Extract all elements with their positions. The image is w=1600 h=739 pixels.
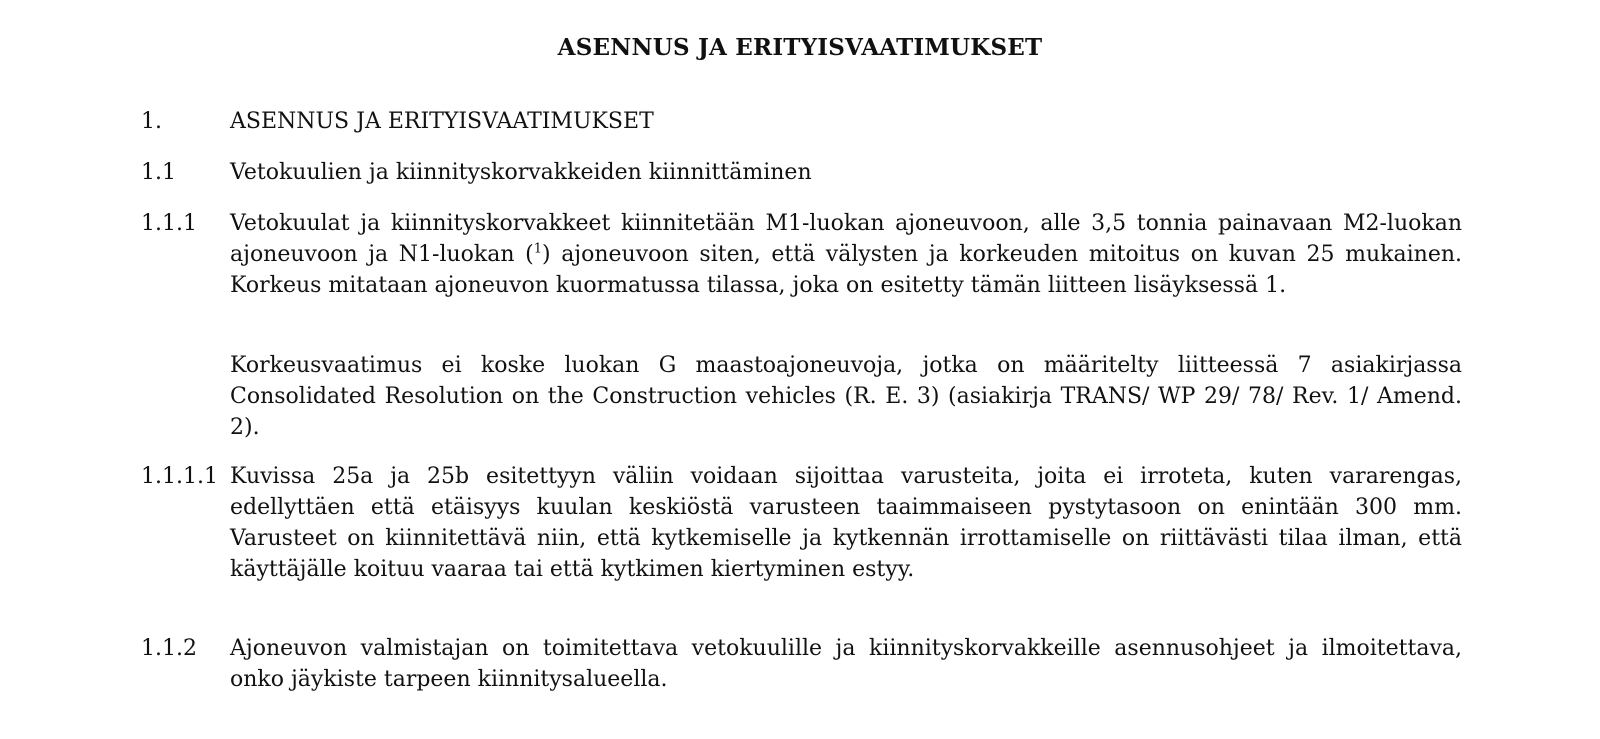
section-number: 1.1 (141, 160, 176, 185)
section-number: 1.1.1.1 (141, 464, 218, 489)
paragraph-text: Ajoneuvon valmistajan on toimitettava vetokuulille ja kiinnityskorvakkeille asennusohjeet ja ilmoitettava, onko jäykiste tarpeen kiinnitysalueella. (230, 636, 1462, 692)
section-paragraph (230, 208, 1462, 301)
document-title: ASENNUS JA ERITYISVAATIMUKSET (557, 34, 1043, 61)
paragraph-text: Kuvissa 25a ja 25b esitettyyn väliin voidaan sijoittaa varusteita, joita ei irroteta, kuten vararengas, edellyttäen että etäisyys kuulan keskiöstä varusteen taaimmaiseen pystytasoon on enintään 300 mm. Varusteet on kiinnitettävä niin, että kytkemiselle ja kytkennän irrottamiselle on riittävästi tilaa ilman, että käyttäjälle koituu vaaraa tai että kytkimen kiertyminen estyy. (230, 464, 1462, 582)
paragraph-text: Vetokuulat ja kiinnityskorvakkeet kiinnitetään M1-luokan ajoneuvoon, alle 3,5 tonnia painavaan M2-luokan ajoneuvoon ja N1-luokan ( (230, 211, 1462, 267)
footnote-mark: 1 (533, 241, 542, 257)
section-paragraph (230, 350, 1462, 443)
section-number: 1.1.2 (141, 636, 197, 661)
section-paragraph (230, 633, 1462, 695)
section-heading: Vetokuulien ja kiinnityskorvakkeiden kiinnittäminen (230, 160, 812, 185)
section-number: 1.1.1 (141, 211, 197, 236)
paragraph-text: ) ajoneuvoon siten, että välysten ja korkeuden mitoitus on kuvan 25 mukainen. Korkeus mitataan ajoneuvon kuormatussa tilassa, joka on esitetty tämän liitteen lisäyksessä 1. (230, 242, 1462, 298)
section-paragraph (230, 461, 1462, 585)
section-heading: ASENNUS JA ERITYISVAATIMUKSET (230, 109, 654, 134)
section-number: 1. (141, 109, 162, 134)
paragraph-text: Korkeusvaatimus ei koske luokan G maastoajoneuvoja, jotka on määritelty liitteessä 7 asiakirjassa Consolidated Resolution on the Construction vehicles (R. E. 3) (asiakirja TRANS/ WP 29/ 78/ Rev. 1/ Amend. 2). (230, 353, 1462, 440)
